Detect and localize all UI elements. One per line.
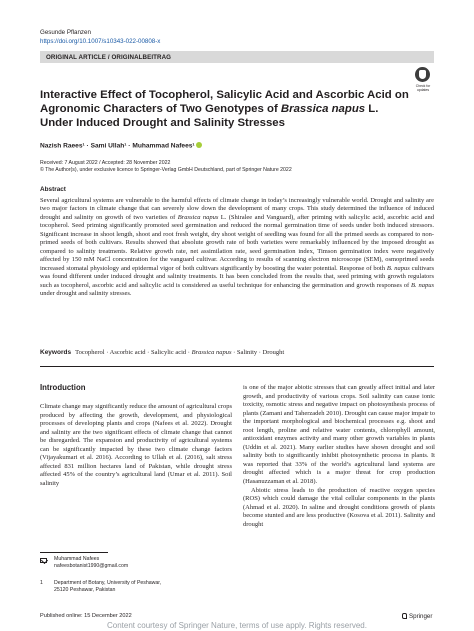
- abstract-body: [40, 197, 434, 298]
- keywords-part-3: · Salinity · Drought: [231, 349, 285, 356]
- doi-link[interactable]: https://doi.org/10.1007/s10343-022-00808-x: [40, 38, 161, 45]
- copyright-notice: © The Author(s), under exclusive licence to Springer-Verlag GmbH Deutschland, part of Springer Nature 2022: [40, 167, 292, 174]
- abstract-text-4: under drought and salinity stresses.: [40, 289, 132, 297]
- springer-logo-text: Springer: [409, 613, 433, 620]
- article-dates: [40, 160, 292, 174]
- courtesy-notice: Content courtesy of Springer Nature, terms of use apply. Rights reserved.: [107, 621, 367, 630]
- received-accepted-date: Received: 7 August 2022 / Accepted: 28 November 2022: [40, 160, 171, 166]
- author-list: [40, 142, 202, 150]
- abstract-text-2: L. (Shiralee and Vanguard), after priming with salicylic acid, ascorbic acid and tocopherol. Seed priming significantly promoted seed germination and reduced the normal germination time of seeds under both induced stressors. Significant increase in shoot length, shoot and root fresh weight, dry shoot weight of seedling was found for all the primed seeds as compared to non-primed seeds of both cultivars. Results showed that absolute growth rate of both varieties were remarkably influenced by the imposed drought as compared to salinity treatments. Relative growth rate, net assimilation rate, seed germination index, Timson germination index were negatively affected by 150 mM NaCl concentration for the vanguard cultivar. According to results of scanning electron microscope (SEM), osmoprimed seeds increased stomatal physiology and epidermal vigor of both cultivars significantly by boosting the water potential. Response of both: [40, 213, 435, 272]
- article-type-label: ORIGINAL ARTICLE / ORIGINALBEITRAG: [46, 54, 172, 61]
- contact-name: Muhammad Nafees: [54, 556, 100, 562]
- title-species: Brassica napus: [280, 103, 366, 116]
- mail-icon: [40, 558, 47, 563]
- keywords-line: [40, 349, 434, 356]
- intro-paragraph-right-1: is one of the major abiotic stresses that can greatly affect initial and later growth, and productivity of various crops. Soil salinity can cause ionic toxicity, osmotic stress and negative impact on photosynthesis process of plants (Zamani and Taherzadeh 2010). Drought can cause major impair to the important morphological and biochemical processes e.g. shoot and root length, proline and relative water contents, chlorophyll amount, antioxidant enzymes activity and many other growth variables in plants (Uddin et al. 2021). Many earlier studies have shown drought and soil salinity both to significantly inhibit photosynthetic process in plants. It was reported that 33% of the world’s agricultural land systems are drought affected which is a major threat for crop production (Hasanuzzaman et al. 2018).: [243, 384, 436, 486]
- orcid-icon[interactable]: [196, 142, 202, 148]
- published-online-date: Published online: 15 December 2022: [40, 613, 132, 619]
- springer-logo[interactable]: [402, 613, 432, 620]
- footnote-rule: [40, 552, 108, 553]
- abstract-text-3: cultivars was found different under induced drought and salinity treatments. It has been concluded from the results that, seed priming with growth regulators such as tocopherol, ascorbic acid and salicylic acid is considered as useful technique for enhancing the germination and growth responses of: [40, 264, 434, 289]
- keywords-label: Keywords: [40, 349, 72, 356]
- left-column: [40, 403, 232, 488]
- crossmark-badge[interactable]: [412, 67, 432, 95]
- affiliation-marker: 1: [40, 580, 43, 586]
- abstract-species-1: Brassica napus: [177, 213, 219, 221]
- author-names[interactable]: Nazish Raees¹ · Sami Ullah¹ · Muhammad Nafees¹: [40, 142, 195, 150]
- article-title: [40, 88, 410, 131]
- abstract-heading: Abstract: [40, 186, 66, 193]
- intro-paragraph-right-2: Abiotic stress leads to the production of reactive oxygen species (ROS) which could damage the vital cellular components in the plants (Ahmad et al. 2020). In saline and drought conditions growth of plants become stunted and are less productive (Kosova et al. 2011). Salinity and drought: [243, 486, 435, 528]
- section-divider: [40, 366, 434, 367]
- affiliation-line-2: 25120 Peshawar, Pakistan: [54, 587, 116, 593]
- intro-paragraph-left: Climate change may significantly reduce the amount of agricultural crops produced by affecting the growth, development, and physiological processes of developing plants and crops (Nafees et al. 2022). Drought and salinity are the two significant effects of climate change that cannot be disregarded. The expansion and productivity of agricultural systems can be significantly impacted by these two climate change factors (Vijayakumari et al. 2016). According to Ullah et al. (2016), salt stress affected 831 million hectares land of Pakistan, while drought stress affected 45% of the country’s agricultural land (Umar et al. 2011). Soil salinity: [40, 403, 232, 487]
- right-column: [243, 384, 435, 529]
- contact-email[interactable]: nafeesbotanist1990@gmail.com: [54, 563, 129, 569]
- corresponding-author: [54, 556, 128, 570]
- keywords-species: Brassica napus: [191, 349, 232, 356]
- abstract-text-1: Several agricultural systems are vulnerable to the harmful effects of climate change in today’s increasingly vulnerable world. Drought and salinity are two major factors in climate change that can severely slow down the development of many crops. This study determined the influence of induced drought and salinity on growth of two varieties of: [40, 197, 434, 221]
- abstract-species-3: B. napus: [411, 281, 435, 289]
- journal-name: Gesunde Pflanzen: [40, 29, 91, 36]
- abstract-species-2: B. napus: [386, 264, 410, 272]
- title-part-2: L. Under Induced Drought and Salinity Stresses: [40, 103, 379, 130]
- springer-horse-icon: [402, 613, 407, 619]
- title-part-1: Interactive Effect of Tocopherol, Salicylic Acid and Ascorbic Acid on Agronomic Characters of Two Genotypes of: [40, 89, 409, 116]
- affiliation-line-1: Department of Botany, University of Peshawar,: [54, 580, 162, 586]
- introduction-heading: Introduction: [40, 383, 86, 392]
- crossmark-label: Check for updates: [415, 84, 431, 92]
- crossmark-icon: [415, 67, 430, 82]
- affiliation: [54, 580, 161, 594]
- keywords-part-1: Tocopherol · Ascorbic acid · Salicylic acid ·: [75, 349, 192, 356]
